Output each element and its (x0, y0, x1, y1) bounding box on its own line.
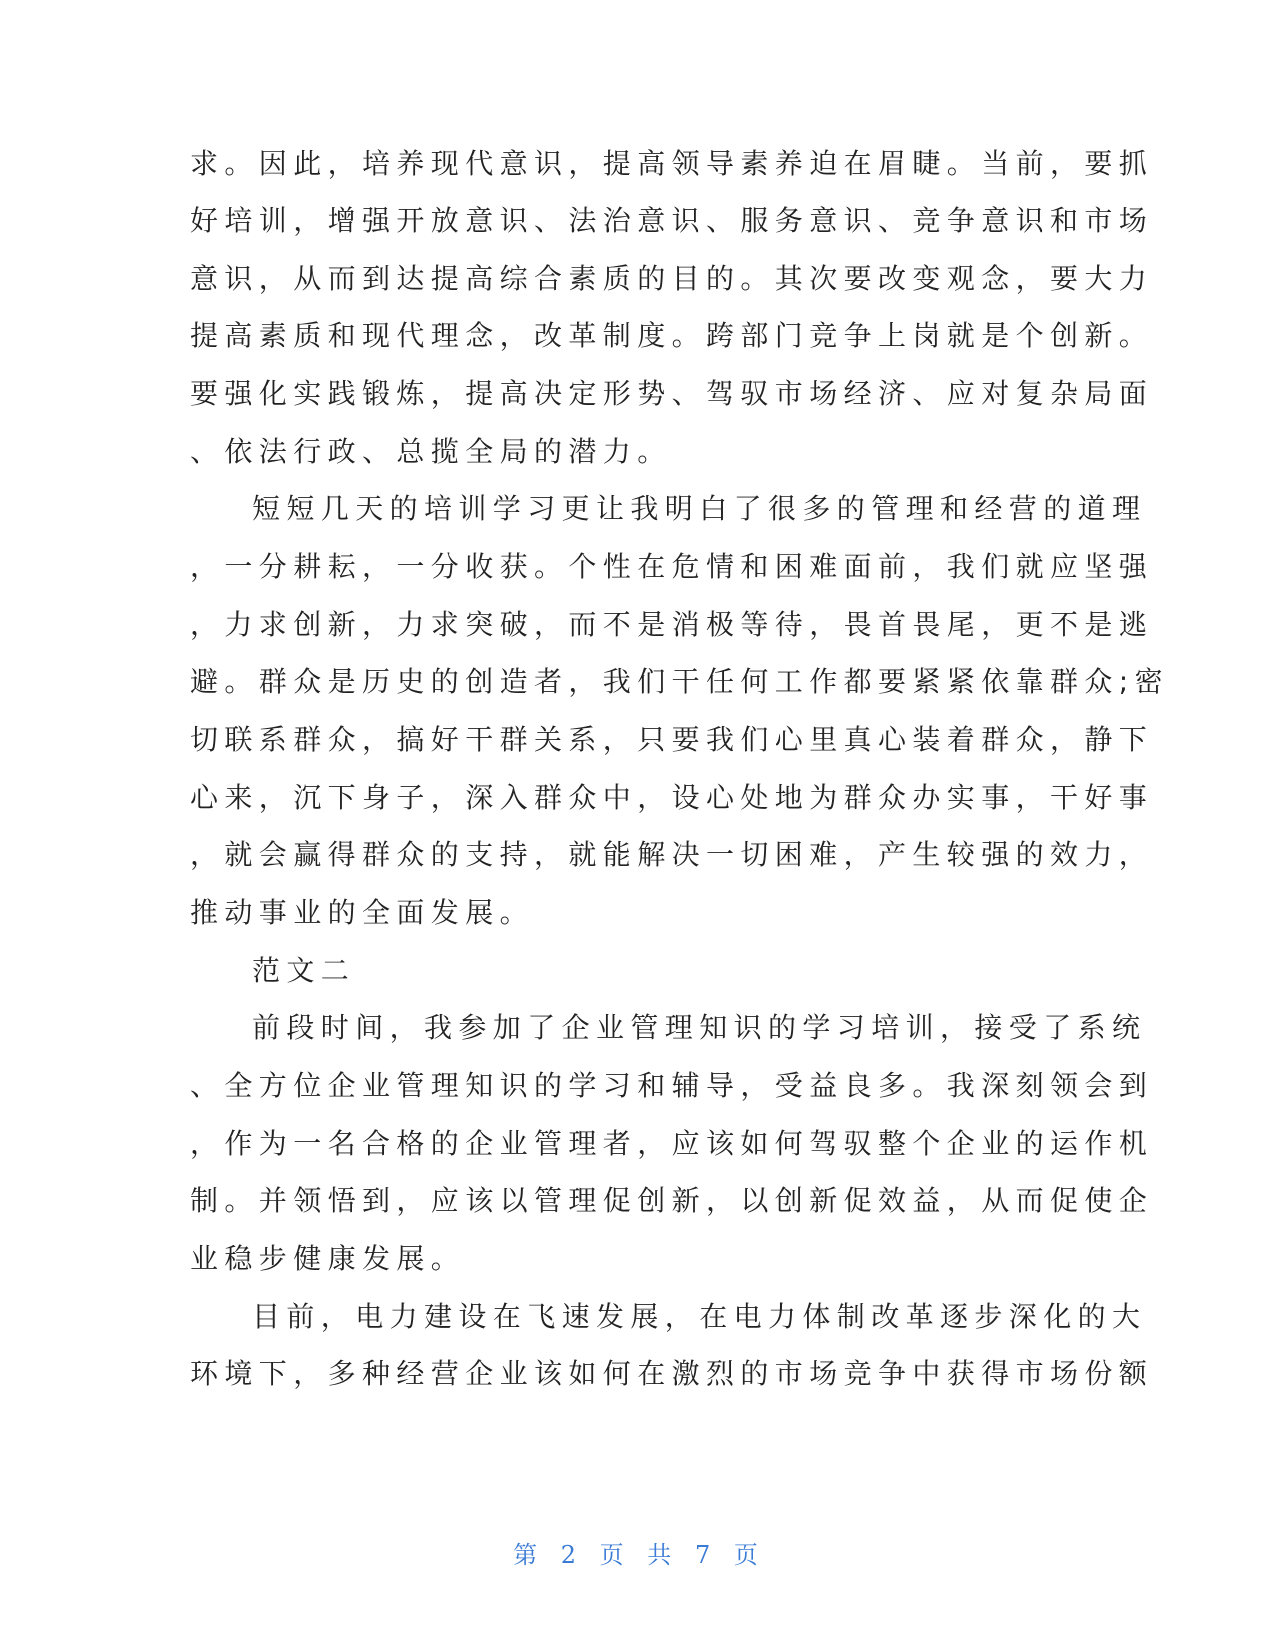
body-text-line: 切联系群众，搞好干群关系，只要我们心里真心装着群众，静下 (190, 723, 1154, 756)
body-text-line: 环境下，多种经营企业该如何在激烈的市场竞争中获得市场份额 (190, 1357, 1154, 1390)
body-text-line: ，一分耕耘，一分收获。个性在危情和困难面前，我们就应坚强 (190, 550, 1154, 583)
section-heading: 范文二 (252, 954, 356, 987)
body-text-line: ，就会赢得群众的支持，就能解决一切困难，产生较强的效力， (190, 838, 1154, 871)
body-text-line: 好培训，增强开放意识、法治意识、服务意识、竞争意识和市场 (190, 204, 1154, 237)
body-text-line: 意识，从而到达提高综合素质的目的。其次要改变观念，要大力 (190, 262, 1154, 295)
body-text-line: 、全方位企业管理知识的学习和辅导，受益良多。我深刻领会到 (190, 1069, 1154, 1102)
page-number-label: 第 2 页 共 7 页 (513, 1541, 762, 1569)
body-text-line: ，作为一名合格的企业管理者，应该如何驾驭整个企业的运作机 (190, 1127, 1154, 1160)
body-text-line: 前段时间，我参加了企业管理知识的学习培训，接受了系统 (252, 1011, 1147, 1044)
body-text-line: 短短几天的培训学习更让我明白了很多的管理和经营的道理 (252, 492, 1147, 525)
body-text-line: 目前，电力建设在飞速发展，在电力体制改革逐步深化的大 (252, 1300, 1147, 1333)
body-text-line: 制。并领悟到，应该以管理促创新，以创新促效益，从而促使企 (190, 1184, 1154, 1217)
body-text-line: 要强化实践锻炼，提高决定形势、驾驭市场经济、应对复杂局面 (190, 377, 1154, 410)
page-number-footer (0, 1535, 1275, 1570)
body-text-line: 推动事业的全面发展。 (190, 896, 535, 929)
body-text-line: 提高素质和现代理念，改革制度。跨部门竞争上岗就是个创新。 (190, 319, 1154, 352)
body-text-line: 求。因此，培养现代意识，提高领导素养迫在眉睫。当前，要抓 (190, 147, 1154, 180)
body-text-line: 心来，沉下身子，深入群众中，设心处地为群众办实事，干好事 (190, 781, 1154, 814)
body-text-line: ，力求创新，力求突破，而不是消极等待，畏首畏尾，更不是逃 (190, 608, 1154, 641)
body-text-line: 避。群众是历史的创造者，我们干任何工作都要紧紧依靠群众;密 (190, 665, 1170, 698)
body-text-line: 、依法行政、总揽全局的潜力。 (190, 435, 672, 468)
body-text-line: 业稳步健康发展。 (190, 1242, 466, 1275)
